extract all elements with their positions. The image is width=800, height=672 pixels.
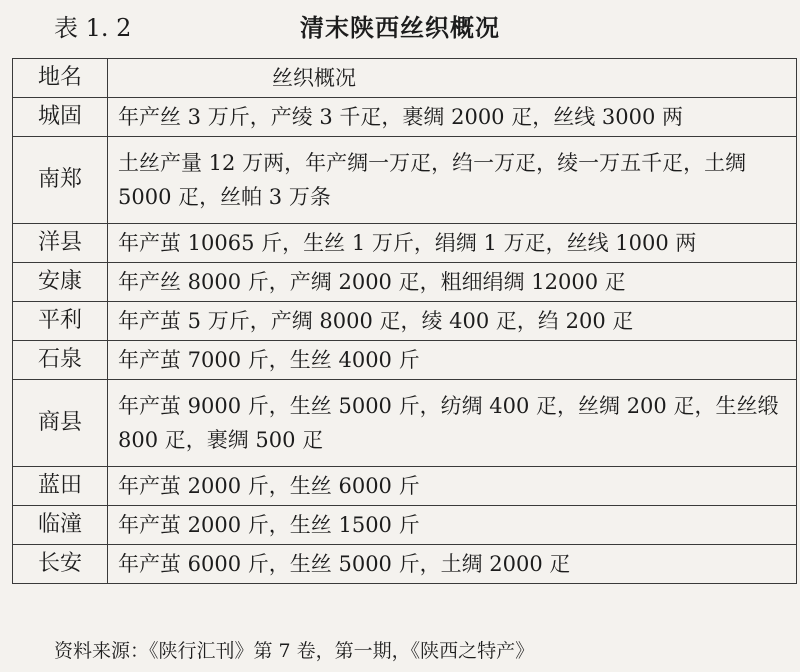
header-place: 地名 bbox=[13, 59, 108, 98]
table-row bbox=[13, 98, 797, 137]
silk-table bbox=[12, 58, 797, 584]
table-header-row bbox=[13, 59, 797, 98]
row-desc: 年产茧 9000 斤，生丝 5000 斤，纺绸 400 疋，丝绸 200 疋，生丝缎 800 疋，裹绸 500 疋 bbox=[108, 380, 797, 467]
table-row bbox=[13, 506, 797, 545]
row-place: 城固 bbox=[13, 98, 108, 137]
row-place: 安康 bbox=[13, 263, 108, 302]
table-row bbox=[13, 302, 797, 341]
row-place: 商县 bbox=[13, 380, 108, 467]
row-place: 平利 bbox=[13, 302, 108, 341]
header-overview: 丝织概况 bbox=[108, 59, 797, 98]
row-place: 临潼 bbox=[13, 506, 108, 545]
source-note: 资料来源：《陕行汇刊》第 7 卷，第一期，《陕西之特产》 bbox=[54, 640, 535, 662]
row-desc: 年产茧 7000 斤，生丝 4000 斤 bbox=[108, 341, 797, 380]
row-desc: 年产丝 8000 斤，产绸 2000 疋，粗细绢绸 12000 疋 bbox=[108, 263, 797, 302]
row-desc: 年产茧 2000 斤，生丝 1500 斤 bbox=[108, 506, 797, 545]
row-desc: 年产茧 6000 斤，生丝 5000 斤，土绸 2000 疋 bbox=[108, 545, 797, 584]
table-row bbox=[13, 224, 797, 263]
row-place: 洋县 bbox=[13, 224, 108, 263]
table-row bbox=[13, 545, 797, 584]
row-place: 石泉 bbox=[13, 341, 108, 380]
table-row bbox=[13, 467, 797, 506]
table-number: 表 1. 2 bbox=[54, 14, 132, 42]
table-row bbox=[13, 137, 797, 224]
row-place: 蓝田 bbox=[13, 467, 108, 506]
row-desc: 土丝产量 12 万两，年产绸一万疋，绉一万疋，绫一万五千疋，土绸 5000 疋，丝帕 3 万条 bbox=[108, 137, 797, 224]
table-row bbox=[13, 263, 797, 302]
row-desc: 年产茧 5 万斤，产绸 8000 疋，绫 400 疋，绉 200 疋 bbox=[108, 302, 797, 341]
row-place: 长安 bbox=[13, 545, 108, 584]
table-title: 清末陕西丝织概况 bbox=[300, 14, 500, 42]
row-desc: 年产丝 3 万斤，产绫 3 千疋，裹绸 2000 疋，丝线 3000 两 bbox=[108, 98, 797, 137]
row-desc: 年产茧 10065 斤，生丝 1 万斤，绢绸 1 万疋，丝线 1000 两 bbox=[108, 224, 797, 263]
row-place: 南郑 bbox=[13, 137, 108, 224]
table-row bbox=[13, 380, 797, 467]
row-desc: 年产茧 2000 斤，生丝 6000 斤 bbox=[108, 467, 797, 506]
table-row bbox=[13, 341, 797, 380]
